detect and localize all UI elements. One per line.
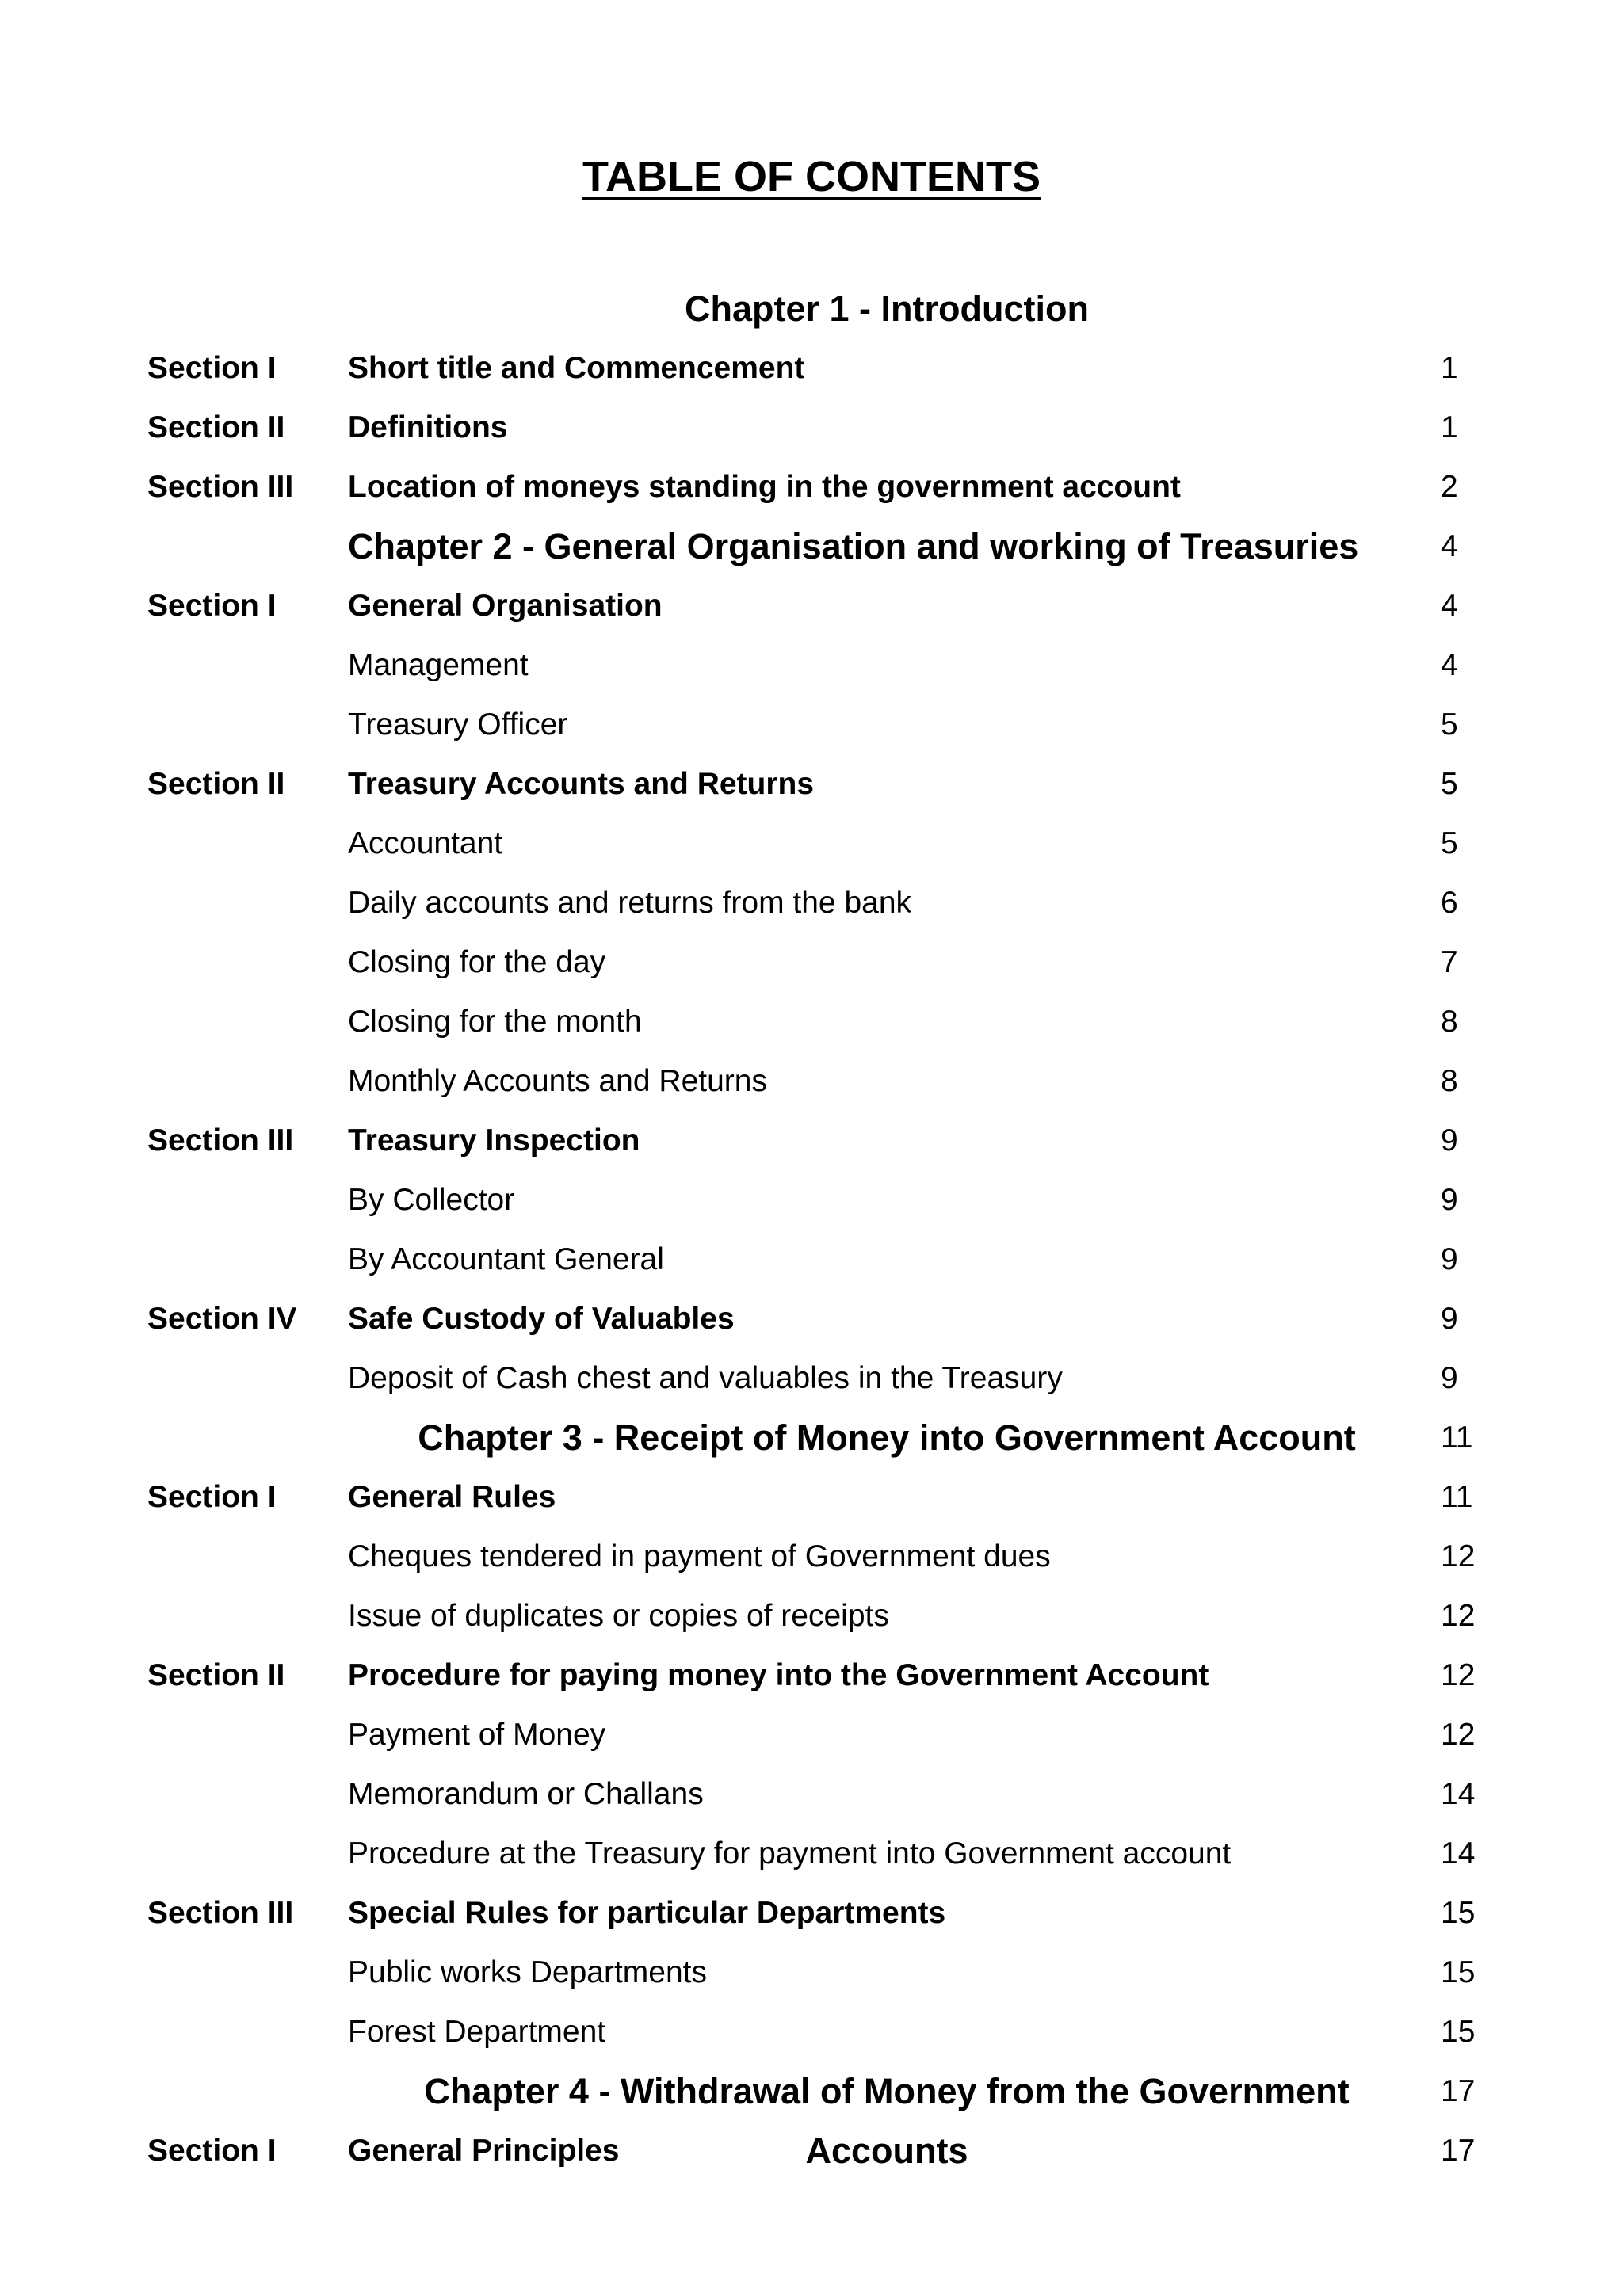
toc-row[interactable] <box>0 457 1623 517</box>
toc-row[interactable] <box>0 635 1623 695</box>
toc-row[interactable] <box>0 1764 1623 1824</box>
toc-page-number: 9 <box>1441 1242 1458 1276</box>
toc-entry-title[interactable]: Management <box>348 648 529 682</box>
toc-row[interactable] <box>0 398 1623 457</box>
toc-row[interactable] <box>0 1646 1623 1705</box>
toc-entry-title[interactable]: Procedure for paying money into the Government Account <box>348 1658 1209 1692</box>
toc-entry-title[interactable]: Issue of duplicates or copies of receipts <box>348 1599 889 1633</box>
toc-entry-title[interactable]: Definitions <box>348 410 508 444</box>
toc-page-number: 1 <box>1441 351 1458 385</box>
toc-row[interactable] <box>0 1051 1623 1111</box>
toc-entry-title[interactable]: Short title and Commencement <box>348 351 805 385</box>
toc-page-number: 4 <box>1441 589 1458 623</box>
toc-row[interactable] <box>0 1824 1623 1883</box>
toc-row[interactable] <box>0 933 1623 992</box>
toc-chapter-title[interactable]: Chapter 3 - Receipt of Money into Government Account <box>418 1417 1356 1458</box>
toc-page-number: 14 <box>1441 1836 1476 1871</box>
toc-page-number: 17 <box>1441 2134 1476 2168</box>
toc-section-label: Section I <box>147 589 277 623</box>
toc-page-number: 7 <box>1441 945 1458 979</box>
toc-row[interactable] <box>0 576 1623 635</box>
toc-row[interactable] <box>0 1527 1623 1586</box>
toc-page-number: 15 <box>1441 1896 1476 1930</box>
page-title: TABLE OF CONTENTS <box>582 153 1041 200</box>
toc-row[interactable] <box>0 992 1623 1051</box>
toc-page-number: 17 <box>1441 2074 1476 2108</box>
toc-section-label: Section I <box>147 351 277 385</box>
toc-page-number: 12 <box>1441 1658 1476 1692</box>
toc-row[interactable] <box>0 1170 1623 1230</box>
toc-entry-title[interactable]: Procedure at the Treasury for payment into Government account <box>348 1836 1232 1871</box>
toc-page-number: 8 <box>1441 1005 1458 1039</box>
toc-chapter-title[interactable]: Chapter 4 - Withdrawal of Money from the Government Accounts <box>424 2071 1350 2171</box>
toc-page-number: 4 <box>1441 529 1458 563</box>
toc-page-number: 9 <box>1441 1183 1458 1217</box>
toc-entry-title[interactable]: Location of moneys standing in the government account <box>348 470 1181 504</box>
toc-row[interactable] <box>0 1705 1623 1764</box>
toc-chapter-row[interactable] <box>0 1408 1623 1467</box>
toc-page-number: 14 <box>1441 1777 1476 1811</box>
toc-row[interactable] <box>0 1111 1623 1170</box>
toc-row[interactable] <box>0 2002 1623 2061</box>
toc-entry-title[interactable]: Public works Departments <box>348 1955 707 1989</box>
toc-page-number: 6 <box>1441 886 1458 920</box>
toc-row[interactable] <box>0 695 1623 754</box>
toc-chapter-title[interactable]: Chapter 2 - General Organisation and working of Treasuries <box>348 526 1359 566</box>
toc-entry-title[interactable]: Monthly Accounts and Returns <box>348 1064 767 1098</box>
toc-entry-title[interactable]: Treasury Inspection <box>348 1123 640 1158</box>
toc-row[interactable] <box>0 873 1623 933</box>
toc-row[interactable] <box>0 1289 1623 1348</box>
toc-chapter-row[interactable] <box>0 279 1623 338</box>
toc-entry-title[interactable]: General Organisation <box>348 589 663 623</box>
toc-section-label: Section II <box>147 767 285 801</box>
toc-page-number: 11 <box>1441 1480 1473 1514</box>
toc-page-number: 5 <box>1441 707 1458 742</box>
toc-section-label: Section III <box>147 1896 294 1930</box>
toc-page-number: 9 <box>1441 1361 1458 1395</box>
toc-row[interactable] <box>0 338 1623 398</box>
toc-entry-title[interactable]: Cheques tendered in payment of Government dues <box>348 1539 1051 1573</box>
toc-page-number: 8 <box>1441 1064 1458 1098</box>
toc-entry-title[interactable]: Payment of Money <box>348 1718 606 1752</box>
toc-entry-title[interactable]: Special Rules for particular Departments <box>348 1896 946 1930</box>
toc-section-label: Section I <box>147 2134 277 2168</box>
toc-row[interactable] <box>0 1230 1623 1289</box>
toc-entry-title[interactable]: By Accountant General <box>348 1242 664 1276</box>
toc-row[interactable] <box>0 1943 1623 2002</box>
toc-entry-title[interactable]: Treasury Accounts and Returns <box>348 767 815 801</box>
toc-entry-title[interactable]: Accountant <box>348 826 503 860</box>
toc-entry-title[interactable]: By Collector <box>348 1183 515 1217</box>
toc-entry-title[interactable]: Deposit of Cash chest and valuables in the Treasury <box>348 1361 1063 1395</box>
toc-section-label: Section II <box>147 1658 285 1692</box>
toc-chapter-row[interactable] <box>0 517 1623 576</box>
toc-page-number: 9 <box>1441 1302 1458 1336</box>
toc-entry-title[interactable]: Treasury Officer <box>348 707 568 742</box>
toc-section-label: Section IV <box>147 1302 297 1336</box>
toc-row[interactable] <box>0 1586 1623 1646</box>
toc-entry-title[interactable]: General Rules <box>348 1480 556 1514</box>
toc-entry-title[interactable]: Forest Department <box>348 2015 606 2049</box>
toc-section-label: Section II <box>147 410 285 444</box>
toc-page-number: 12 <box>1441 1599 1476 1633</box>
toc-row[interactable] <box>0 2121 1623 2180</box>
toc-page-number: 5 <box>1441 826 1458 860</box>
toc-page-number: 15 <box>1441 1955 1476 1989</box>
toc-row[interactable] <box>0 814 1623 873</box>
toc-row[interactable] <box>0 754 1623 814</box>
toc-entry-title[interactable]: Closing for the month <box>348 1005 642 1039</box>
toc-page-number: 12 <box>1441 1718 1476 1752</box>
toc-row[interactable] <box>0 1348 1623 1408</box>
toc-entry-title[interactable]: Safe Custody of Valuables <box>348 1302 735 1336</box>
toc-row[interactable] <box>0 1467 1623 1527</box>
toc-page-number: 11 <box>1441 1421 1473 1455</box>
toc-page-number: 2 <box>1441 470 1458 504</box>
toc-section-label: Section I <box>147 1480 277 1514</box>
toc-page-number: 9 <box>1441 1123 1458 1158</box>
toc-row[interactable] <box>0 1883 1623 1943</box>
toc-entry-title[interactable]: Daily accounts and returns from the bank <box>348 886 912 920</box>
toc-section-label: Section III <box>147 470 294 504</box>
toc-page-number: 1 <box>1441 410 1458 444</box>
toc-page-number: 4 <box>1441 648 1458 682</box>
toc-section-label: Section III <box>147 1123 294 1158</box>
toc-page-number: 15 <box>1441 2015 1476 2049</box>
toc-chapter-title[interactable]: Chapter 1 - Introduction <box>685 288 1089 329</box>
toc-entry-title[interactable]: Memorandum or Challans <box>348 1777 704 1811</box>
toc-entry-title[interactable]: Closing for the day <box>348 945 606 979</box>
toc-page-number: 5 <box>1441 767 1458 801</box>
toc-entry-title[interactable]: General Principles <box>348 2134 620 2168</box>
toc-page-number: 12 <box>1441 1539 1476 1573</box>
